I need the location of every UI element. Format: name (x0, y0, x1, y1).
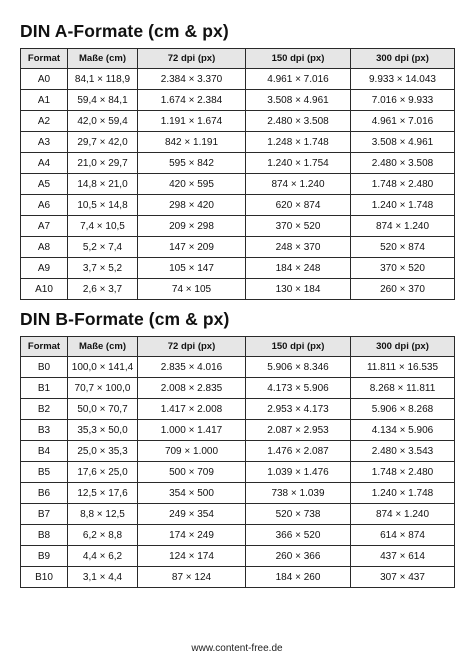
cell-format: A0 (21, 69, 68, 90)
cell-dimensions: 12,5 × 17,6 (68, 483, 138, 504)
cell-300dpi: 1.748 × 2.480 (351, 174, 455, 195)
din-b-section (20, 308, 454, 588)
cell-dimensions: 25,0 × 35,3 (68, 441, 138, 462)
cell-format: B10 (21, 567, 68, 588)
cell-72dpi: 74 × 105 (138, 279, 246, 300)
cell-300dpi: 8.268 × 11.811 (351, 378, 455, 399)
cell-300dpi: 520 × 874 (351, 237, 455, 258)
cell-150dpi: 2.953 × 4.173 (246, 399, 351, 420)
cell-300dpi: 874 × 1.240 (351, 504, 455, 525)
cell-72dpi: 298 × 420 (138, 195, 246, 216)
table-row (21, 258, 455, 279)
cell-format: B6 (21, 483, 68, 504)
cell-150dpi: 370 × 520 (246, 216, 351, 237)
cell-150dpi: 1.248 × 1.748 (246, 132, 351, 153)
column-header-300dpi: 300 dpi (px) (351, 49, 455, 69)
table-header-row (21, 49, 455, 69)
cell-150dpi: 874 × 1.240 (246, 174, 351, 195)
cell-dimensions: 35,3 × 50,0 (68, 420, 138, 441)
table-row (21, 504, 455, 525)
cell-72dpi: 209 × 298 (138, 216, 246, 237)
cell-150dpi: 366 × 520 (246, 525, 351, 546)
cell-format: B7 (21, 504, 68, 525)
din-b-table (20, 336, 455, 588)
cell-72dpi: 87 × 124 (138, 567, 246, 588)
cell-dimensions: 17,6 × 25,0 (68, 462, 138, 483)
table-row (21, 441, 455, 462)
column-header-300dpi: 300 dpi (px) (351, 337, 455, 357)
din-b-title: DIN B-Formate (cm & px) (20, 309, 230, 329)
table-row (21, 153, 455, 174)
cell-150dpi: 260 × 366 (246, 546, 351, 567)
cell-format: A6 (21, 195, 68, 216)
cell-150dpi: 248 × 370 (246, 237, 351, 258)
cell-dimensions: 5,2 × 7,4 (68, 237, 138, 258)
column-header-format: Format (21, 337, 68, 357)
cell-300dpi: 9.933 × 14.043 (351, 69, 455, 90)
table-row (21, 174, 455, 195)
cell-72dpi: 249 × 354 (138, 504, 246, 525)
cell-72dpi: 124 × 174 (138, 546, 246, 567)
cell-150dpi: 1.039 × 1.476 (246, 462, 351, 483)
cell-300dpi: 5.906 × 8.268 (351, 399, 455, 420)
table-row (21, 216, 455, 237)
cell-300dpi: 1.240 × 1.748 (351, 483, 455, 504)
din-b-table-body (21, 357, 455, 588)
cell-72dpi: 1.191 × 1.674 (138, 111, 246, 132)
cell-72dpi: 842 × 1.191 (138, 132, 246, 153)
cell-dimensions: 3,1 × 4,4 (68, 567, 138, 588)
cell-300dpi: 2.480 × 3.508 (351, 153, 455, 174)
cell-dimensions: 4,4 × 6,2 (68, 546, 138, 567)
cell-dimensions: 3,7 × 5,2 (68, 258, 138, 279)
cell-format: A1 (21, 90, 68, 111)
table-row (21, 237, 455, 258)
cell-dimensions: 10,5 × 14,8 (68, 195, 138, 216)
column-header-format: Format (21, 49, 68, 69)
table-header-row (21, 337, 455, 357)
din-a-title: DIN A-Formate (cm & px) (20, 21, 229, 41)
cell-format: B4 (21, 441, 68, 462)
cell-150dpi: 738 × 1.039 (246, 483, 351, 504)
column-header-dimensions: Maße (cm) (68, 49, 138, 69)
cell-72dpi: 174 × 249 (138, 525, 246, 546)
cell-300dpi: 370 × 520 (351, 258, 455, 279)
table-row (21, 420, 455, 441)
table-row (21, 90, 455, 111)
cell-format: A9 (21, 258, 68, 279)
cell-format: A5 (21, 174, 68, 195)
cell-72dpi: 2.384 × 3.370 (138, 69, 246, 90)
cell-72dpi: 420 × 595 (138, 174, 246, 195)
cell-300dpi: 7.016 × 9.933 (351, 90, 455, 111)
cell-72dpi: 105 × 147 (138, 258, 246, 279)
cell-72dpi: 354 × 500 (138, 483, 246, 504)
din-a-table-body (21, 69, 455, 300)
cell-300dpi: 1.748 × 2.480 (351, 462, 455, 483)
cell-dimensions: 14,8 × 21,0 (68, 174, 138, 195)
cell-format: B5 (21, 462, 68, 483)
column-header-dimensions: Maße (cm) (68, 337, 138, 357)
cell-150dpi: 4.961 × 7.016 (246, 69, 351, 90)
cell-150dpi: 3.508 × 4.961 (246, 90, 351, 111)
cell-300dpi: 874 × 1.240 (351, 216, 455, 237)
table-row (21, 357, 455, 378)
cell-dimensions: 7,4 × 10,5 (68, 216, 138, 237)
cell-72dpi: 147 × 209 (138, 237, 246, 258)
cell-dimensions: 84,1 × 118,9 (68, 69, 138, 90)
cell-72dpi: 2.008 × 2.835 (138, 378, 246, 399)
table-row (21, 111, 455, 132)
cell-150dpi: 184 × 248 (246, 258, 351, 279)
cell-300dpi: 307 × 437 (351, 567, 455, 588)
table-row (21, 567, 455, 588)
table-row (21, 69, 455, 90)
cell-72dpi: 2.835 × 4.016 (138, 357, 246, 378)
cell-dimensions: 59,4 × 84,1 (68, 90, 138, 111)
table-row (21, 195, 455, 216)
cell-150dpi: 1.240 × 1.754 (246, 153, 351, 174)
cell-150dpi: 2.480 × 3.508 (246, 111, 351, 132)
cell-format: B9 (21, 546, 68, 567)
cell-300dpi: 614 × 874 (351, 525, 455, 546)
cell-300dpi: 11.811 × 16.535 (351, 357, 455, 378)
cell-150dpi: 620 × 874 (246, 195, 351, 216)
column-header-72dpi: 72 dpi (px) (138, 337, 246, 357)
cell-dimensions: 42,0 × 59,4 (68, 111, 138, 132)
cell-150dpi: 1.476 × 2.087 (246, 441, 351, 462)
cell-dimensions: 70,7 × 100,0 (68, 378, 138, 399)
cell-72dpi: 1.674 × 2.384 (138, 90, 246, 111)
cell-dimensions: 2,6 × 3,7 (68, 279, 138, 300)
cell-300dpi: 437 × 614 (351, 546, 455, 567)
cell-72dpi: 595 × 842 (138, 153, 246, 174)
column-header-72dpi: 72 dpi (px) (138, 49, 246, 69)
din-a-table (20, 48, 455, 300)
table-row (21, 462, 455, 483)
cell-dimensions: 29,7 × 42,0 (68, 132, 138, 153)
cell-dimensions: 8,8 × 12,5 (68, 504, 138, 525)
cell-150dpi: 2.087 × 2.953 (246, 420, 351, 441)
cell-150dpi: 184 × 260 (246, 567, 351, 588)
cell-72dpi: 500 × 709 (138, 462, 246, 483)
cell-300dpi: 260 × 370 (351, 279, 455, 300)
cell-format: A3 (21, 132, 68, 153)
cell-format: B1 (21, 378, 68, 399)
cell-300dpi: 4.134 × 5.906 (351, 420, 455, 441)
table-row (21, 525, 455, 546)
table-row (21, 132, 455, 153)
table-row (21, 399, 455, 420)
cell-72dpi: 1.000 × 1.417 (138, 420, 246, 441)
cell-72dpi: 709 × 1.000 (138, 441, 246, 462)
cell-format: A4 (21, 153, 68, 174)
cell-150dpi: 520 × 738 (246, 504, 351, 525)
cell-300dpi: 3.508 × 4.961 (351, 132, 455, 153)
cell-150dpi: 4.173 × 5.906 (246, 378, 351, 399)
table-row (21, 378, 455, 399)
cell-format: B8 (21, 525, 68, 546)
cell-dimensions: 21,0 × 29,7 (68, 153, 138, 174)
cell-format: A7 (21, 216, 68, 237)
column-header-150dpi: 150 dpi (px) (246, 337, 351, 357)
table-row (21, 546, 455, 567)
cell-format: A10 (21, 279, 68, 300)
cell-format: B3 (21, 420, 68, 441)
cell-150dpi: 5.906 × 8.346 (246, 357, 351, 378)
cell-dimensions: 50,0 × 70,7 (68, 399, 138, 420)
cell-format: A8 (21, 237, 68, 258)
cell-format: A2 (21, 111, 68, 132)
cell-300dpi: 4.961 × 7.016 (351, 111, 455, 132)
cell-300dpi: 1.240 × 1.748 (351, 195, 455, 216)
din-a-section (20, 20, 454, 300)
cell-dimensions: 100,0 × 141,4 (68, 357, 138, 378)
cell-format: B0 (21, 357, 68, 378)
cell-150dpi: 130 × 184 (246, 279, 351, 300)
cell-dimensions: 6,2 × 8,8 (68, 525, 138, 546)
footer-url: www.content-free.de (191, 643, 283, 654)
column-header-150dpi: 150 dpi (px) (246, 49, 351, 69)
cell-72dpi: 1.417 × 2.008 (138, 399, 246, 420)
table-row (21, 483, 455, 504)
cell-format: B2 (21, 399, 68, 420)
cell-300dpi: 2.480 × 3.543 (351, 441, 455, 462)
table-row (21, 279, 455, 300)
